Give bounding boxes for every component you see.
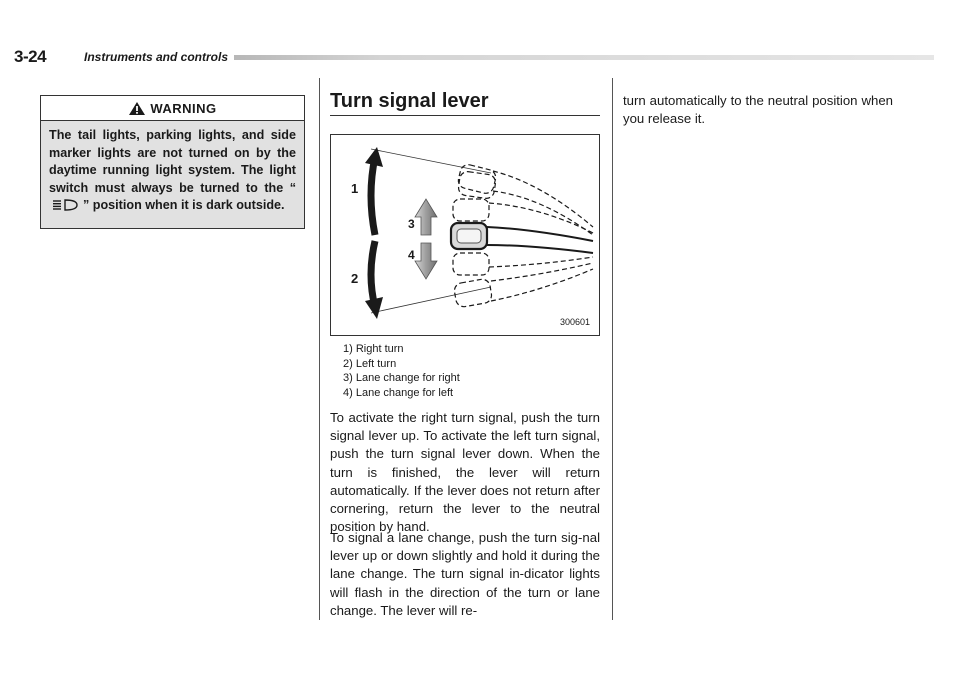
warning-label: WARNING [150, 100, 217, 116]
section-title-rule [330, 115, 600, 116]
page-number: 3-24 [14, 46, 50, 68]
turn-signal-lever-illustration [331, 135, 599, 335]
warning-text-part-2: ” position when it is dark outside. [83, 198, 285, 212]
turn-signal-figure [330, 134, 600, 336]
figure-legend [343, 342, 460, 400]
warning-text [41, 121, 304, 217]
callout-1: 1 [351, 181, 359, 196]
body-paragraph: To activate the right turn signal, push the turn signal lever up. To activate the left turn signal, push the turn signal lever down. When the turn is finished, the lever will return automatically. If the lever does not return after cornering, return the lever to the neutral position by hand. [330, 410, 600, 535]
callout-4: 4 [408, 248, 415, 262]
legend-item: 1) Right turn [343, 343, 404, 355]
callout-3: 3 [408, 217, 415, 231]
legend-item: 2) Left turn [343, 357, 397, 370]
page-header [14, 46, 934, 70]
right-turn-arrow [365, 147, 383, 235]
legend-item: 4) Lane change for left [343, 386, 454, 399]
warning-text-part-1: The tail lights, parking lights, and side marker lights are not turned on by the daytime running light system. The light switch must always be turned to the “ [49, 128, 296, 195]
body-paragraph: To signal a lane change, push the turn sig-nal lever up or down slightly and hold it during the lane change. The turn signal in-dicator lights will flash in the direction of the turn or lane change. The lever will re- [330, 530, 600, 618]
lever-neutral [451, 223, 593, 253]
column-divider-right [612, 78, 613, 620]
warning-triangle-icon [128, 101, 146, 116]
figure-code: 300601 [559, 317, 590, 327]
lane-change-right-arrow [415, 199, 437, 235]
header-section-title: Instruments and controls [84, 50, 234, 64]
body-paragraph: turn automatically to the neutral position when you release it. [623, 93, 893, 127]
warning-header [41, 96, 304, 121]
warning-box [40, 95, 305, 229]
section-title: Turn signal lever [330, 90, 489, 112]
lane-change-left-arrow [415, 243, 437, 279]
left-turn-arrow [365, 241, 383, 319]
callout-2: 2 [351, 271, 359, 286]
legend-item: 3) Lane change for right [343, 372, 460, 384]
column-divider-left [319, 78, 320, 620]
headlight-switch-icon [51, 199, 81, 217]
